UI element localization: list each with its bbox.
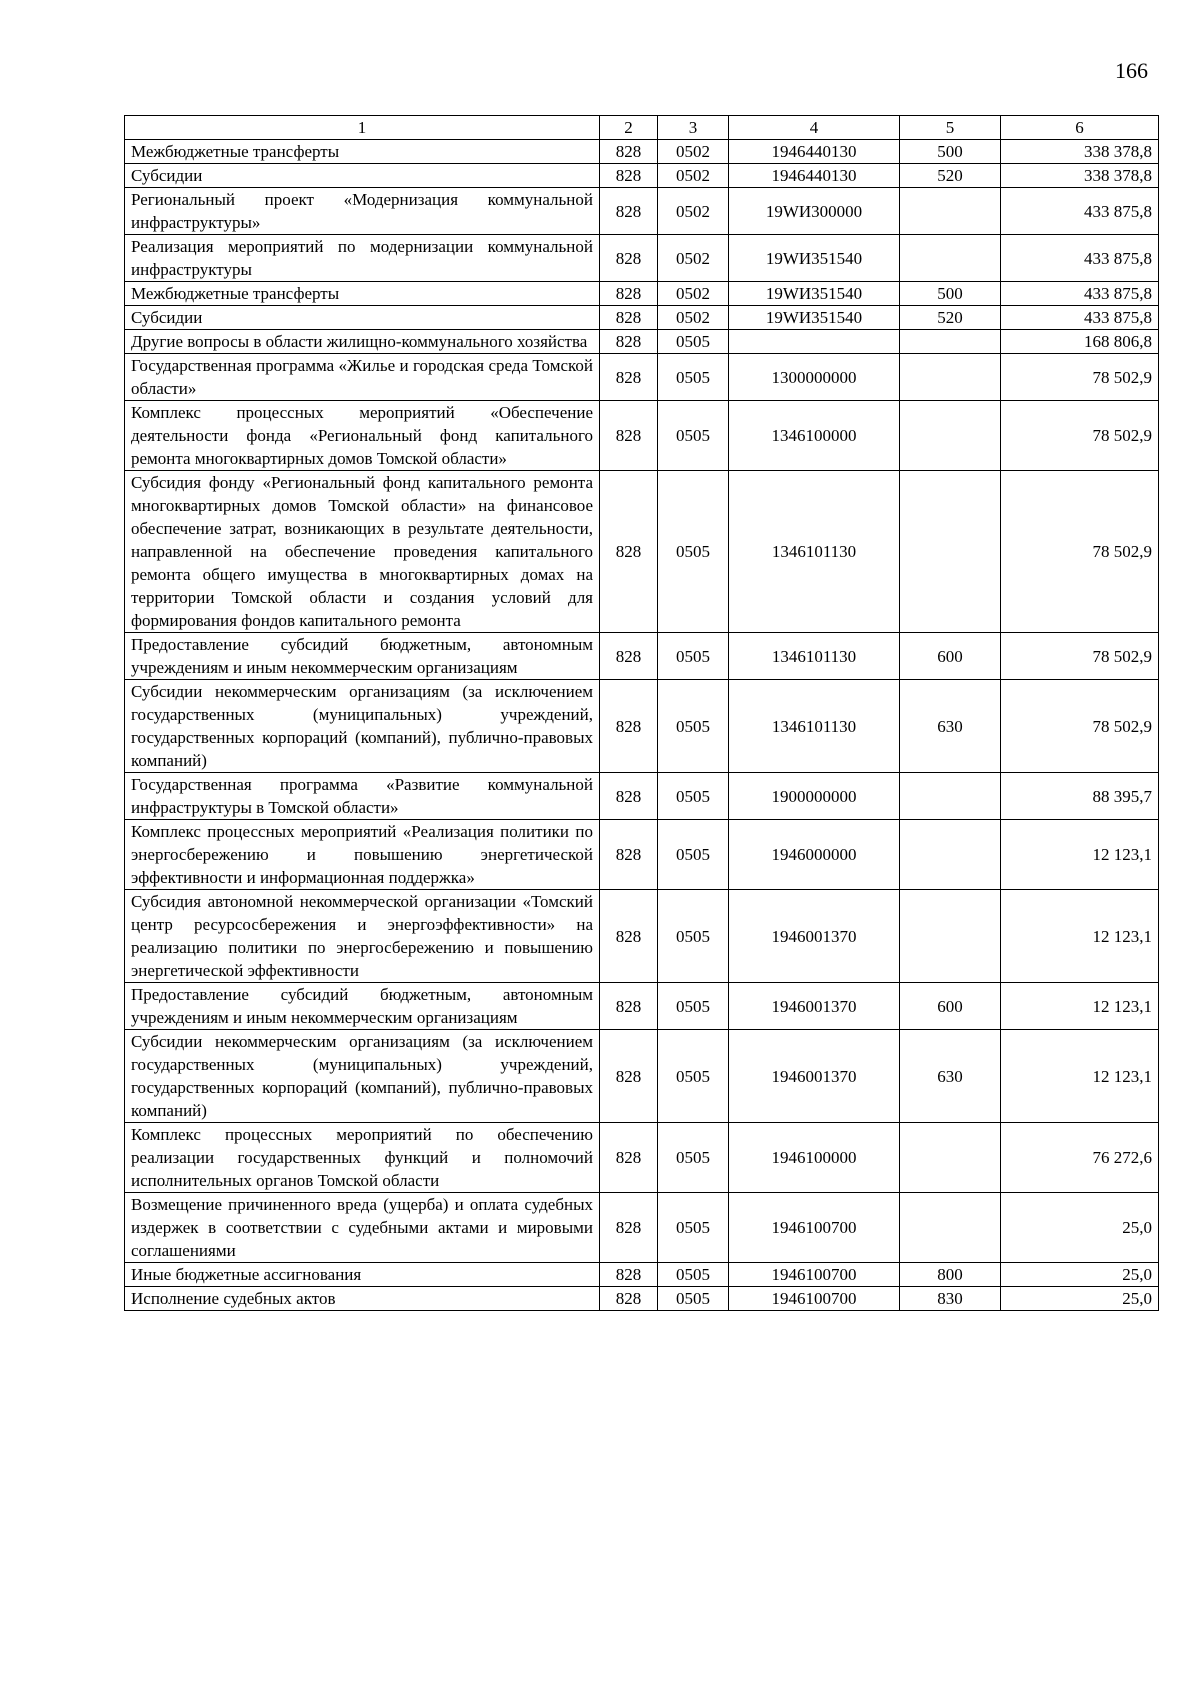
row-name: Государственная программа «Развитие коммунальной инфраструктуры в Томской области» xyxy=(125,773,600,820)
row-col-5 xyxy=(900,820,1001,890)
row-col-2: 828 xyxy=(600,401,658,471)
row-col-3: 0505 xyxy=(658,983,729,1030)
row-name: Субсидии некоммерческим организациям (за исключением государственных (муниципальных) учреждений, государственных корпораций (компаний), публично-правовых компаний) xyxy=(125,680,600,773)
row-col-4: 1946100000 xyxy=(729,1123,900,1193)
row-col-5: 830 xyxy=(900,1287,1001,1311)
row-col-2: 828 xyxy=(600,1193,658,1263)
table-row xyxy=(125,680,1159,773)
header-col-2: 2 xyxy=(600,116,658,140)
row-col-6: 25,0 xyxy=(1001,1193,1159,1263)
row-col-3: 0505 xyxy=(658,890,729,983)
row-col-2: 828 xyxy=(600,235,658,282)
header-col-3: 3 xyxy=(658,116,729,140)
row-col-2: 828 xyxy=(600,1287,658,1311)
row-col-3: 0505 xyxy=(658,1287,729,1311)
row-col-2: 828 xyxy=(600,633,658,680)
row-name: Субсидии некоммерческим организациям (за исключением государственных (муниципальных) учреждений, государственных корпораций (компаний), публично-правовых компаний) xyxy=(125,1030,600,1123)
row-col-3: 0502 xyxy=(658,188,729,235)
row-col-4: 1346101130 xyxy=(729,680,900,773)
row-col-6: 88 395,7 xyxy=(1001,773,1159,820)
row-col-3: 0505 xyxy=(658,471,729,633)
row-col-6: 433 875,8 xyxy=(1001,188,1159,235)
row-col-5 xyxy=(900,354,1001,401)
row-col-2: 828 xyxy=(600,773,658,820)
row-col-3: 0505 xyxy=(658,330,729,354)
row-name: Предоставление субсидий бюджетным, автономным учреждениям и иным некоммерческим организациям xyxy=(125,633,600,680)
row-col-4: 1946440130 xyxy=(729,140,900,164)
row-col-3: 0505 xyxy=(658,1123,729,1193)
row-col-4: 1946100700 xyxy=(729,1263,900,1287)
row-col-2: 828 xyxy=(600,1263,658,1287)
row-col-4: 19WИ351540 xyxy=(729,235,900,282)
row-col-5 xyxy=(900,401,1001,471)
row-col-6: 78 502,9 xyxy=(1001,633,1159,680)
row-col-3: 0505 xyxy=(658,820,729,890)
row-col-6: 78 502,9 xyxy=(1001,401,1159,471)
row-col-6: 78 502,9 xyxy=(1001,354,1159,401)
header-col-4: 4 xyxy=(729,116,900,140)
row-name: Другие вопросы в области жилищно-коммунального хозяйства xyxy=(125,330,600,354)
table-row xyxy=(125,773,1159,820)
row-col-5: 520 xyxy=(900,164,1001,188)
row-col-5: 500 xyxy=(900,140,1001,164)
row-name: Субсидии xyxy=(125,164,600,188)
row-col-2: 828 xyxy=(600,983,658,1030)
row-col-2: 828 xyxy=(600,1123,658,1193)
row-col-2: 828 xyxy=(600,306,658,330)
row-col-5: 520 xyxy=(900,306,1001,330)
page-number: 166 xyxy=(1115,58,1148,83)
row-col-3: 0505 xyxy=(658,680,729,773)
table-row xyxy=(125,164,1159,188)
row-name: Региональный проект «Модернизация коммунальной инфраструктуры» xyxy=(125,188,600,235)
row-col-4: 1346101130 xyxy=(729,633,900,680)
row-col-5: 800 xyxy=(900,1263,1001,1287)
row-col-5: 630 xyxy=(900,1030,1001,1123)
row-name: Иные бюджетные ассигнования xyxy=(125,1263,600,1287)
table-row xyxy=(125,354,1159,401)
row-col-4: 1346101130 xyxy=(729,471,900,633)
row-col-5: 600 xyxy=(900,633,1001,680)
table-row xyxy=(125,306,1159,330)
row-col-6: 12 123,1 xyxy=(1001,1030,1159,1123)
row-col-5 xyxy=(900,188,1001,235)
row-col-4: 1946100700 xyxy=(729,1287,900,1311)
row-col-6: 168 806,8 xyxy=(1001,330,1159,354)
row-col-6: 25,0 xyxy=(1001,1263,1159,1287)
row-col-3: 0502 xyxy=(658,235,729,282)
table-row xyxy=(125,471,1159,633)
row-col-5: 500 xyxy=(900,282,1001,306)
row-name: Комплекс процессных мероприятий «Обеспечение деятельности фонда «Региональный фонд капитального ремонта многоквартирных домов Томской области» xyxy=(125,401,600,471)
row-name: Предоставление субсидий бюджетным, автономным учреждениям и иным некоммерческим организациям xyxy=(125,983,600,1030)
row-col-3: 0505 xyxy=(658,633,729,680)
row-name: Субсидия фонду «Региональный фонд капитального ремонта многоквартирных домов Томской области» на финансовое обеспечение затрат, возникающих в результате деятельности, направленной на обеспечение проведения капитального ремонта общего имущества в многоквартирных домах на территории Томской области и создания условий для формирования фондов капитального ремонта xyxy=(125,471,600,633)
row-col-4: 1900000000 xyxy=(729,773,900,820)
table-header-row xyxy=(125,116,1159,140)
row-name: Возмещение причиненного вреда (ущерба) и оплата судебных издержек в соответствии с судебными актами и мировыми соглашениями xyxy=(125,1193,600,1263)
table-row xyxy=(125,282,1159,306)
table-row xyxy=(125,983,1159,1030)
row-col-2: 828 xyxy=(600,354,658,401)
table-body xyxy=(125,140,1159,1311)
row-name: Субсидии xyxy=(125,306,600,330)
row-col-6: 78 502,9 xyxy=(1001,471,1159,633)
row-col-3: 0502 xyxy=(658,306,729,330)
table-row xyxy=(125,1123,1159,1193)
row-col-5 xyxy=(900,1123,1001,1193)
row-col-3: 0505 xyxy=(658,1263,729,1287)
row-col-3: 0505 xyxy=(658,773,729,820)
row-col-5 xyxy=(900,773,1001,820)
row-name: Исполнение судебных актов xyxy=(125,1287,600,1311)
table-row xyxy=(125,140,1159,164)
table-row xyxy=(125,188,1159,235)
row-col-6: 12 123,1 xyxy=(1001,890,1159,983)
table-row xyxy=(125,890,1159,983)
row-name: Межбюджетные трансферты xyxy=(125,282,600,306)
row-col-4: 1946440130 xyxy=(729,164,900,188)
row-name: Субсидия автономной некоммерческой организации «Томский центр ресурсосбережения и энергоэффективности» на реализацию политики по энергосбережению и повышению энергетической эффективности xyxy=(125,890,600,983)
row-col-6: 338 378,8 xyxy=(1001,164,1159,188)
row-col-4: 1946100700 xyxy=(729,1193,900,1263)
row-name: Комплекс процессных мероприятий «Реализация политики по энергосбережению и повышению энергетической эффективности и информационная поддержка» xyxy=(125,820,600,890)
row-col-2: 828 xyxy=(600,140,658,164)
row-col-4: 1346100000 xyxy=(729,401,900,471)
row-col-4 xyxy=(729,330,900,354)
row-col-3: 0505 xyxy=(658,354,729,401)
row-col-6: 25,0 xyxy=(1001,1287,1159,1311)
row-col-2: 828 xyxy=(600,164,658,188)
row-col-5 xyxy=(900,1193,1001,1263)
row-col-5: 600 xyxy=(900,983,1001,1030)
row-col-4: 1946001370 xyxy=(729,983,900,1030)
header-col-5: 5 xyxy=(900,116,1001,140)
row-col-5 xyxy=(900,471,1001,633)
table-row xyxy=(125,1193,1159,1263)
row-name: Реализация мероприятий по модернизации коммунальной инфраструктуры xyxy=(125,235,600,282)
row-col-2: 828 xyxy=(600,471,658,633)
row-col-3: 0505 xyxy=(658,401,729,471)
row-col-4: 1946000000 xyxy=(729,820,900,890)
row-col-6: 433 875,8 xyxy=(1001,235,1159,282)
table-row xyxy=(125,633,1159,680)
row-col-2: 828 xyxy=(600,1030,658,1123)
table-row xyxy=(125,1030,1159,1123)
row-col-4: 1300000000 xyxy=(729,354,900,401)
budget-table xyxy=(124,115,1159,1311)
row-col-6: 12 123,1 xyxy=(1001,983,1159,1030)
row-col-4: 1946001370 xyxy=(729,890,900,983)
row-col-2: 828 xyxy=(600,820,658,890)
table-row xyxy=(125,820,1159,890)
row-col-6: 338 378,8 xyxy=(1001,140,1159,164)
header-col-6: 6 xyxy=(1001,116,1159,140)
row-col-5 xyxy=(900,330,1001,354)
row-col-5 xyxy=(900,890,1001,983)
row-col-4: 1946001370 xyxy=(729,1030,900,1123)
row-col-6: 76 272,6 xyxy=(1001,1123,1159,1193)
row-name: Комплекс процессных мероприятий по обеспечению реализации государственных функций и полномочий исполнительных органов Томской области xyxy=(125,1123,600,1193)
row-col-2: 828 xyxy=(600,330,658,354)
row-col-6: 433 875,8 xyxy=(1001,306,1159,330)
table-row xyxy=(125,1263,1159,1287)
table-row xyxy=(125,235,1159,282)
row-col-5 xyxy=(900,235,1001,282)
row-col-4: 19WИ351540 xyxy=(729,306,900,330)
row-col-2: 828 xyxy=(600,890,658,983)
row-col-6: 433 875,8 xyxy=(1001,282,1159,306)
row-col-5: 630 xyxy=(900,680,1001,773)
row-col-3: 0505 xyxy=(658,1030,729,1123)
row-col-2: 828 xyxy=(600,188,658,235)
table-row xyxy=(125,330,1159,354)
row-col-6: 12 123,1 xyxy=(1001,820,1159,890)
table-row xyxy=(125,401,1159,471)
row-name: Государственная программа «Жилье и городская среда Томской области» xyxy=(125,354,600,401)
row-col-2: 828 xyxy=(600,282,658,306)
row-col-4: 19WИ300000 xyxy=(729,188,900,235)
row-col-2: 828 xyxy=(600,680,658,773)
row-col-4: 19WИ351540 xyxy=(729,282,900,306)
row-col-3: 0505 xyxy=(658,1193,729,1263)
row-col-3: 0502 xyxy=(658,282,729,306)
row-col-3: 0502 xyxy=(658,140,729,164)
row-col-3: 0502 xyxy=(658,164,729,188)
header-col-1: 1 xyxy=(125,116,600,140)
table-row xyxy=(125,1287,1159,1311)
row-col-6: 78 502,9 xyxy=(1001,680,1159,773)
row-name: Межбюджетные трансферты xyxy=(125,140,600,164)
